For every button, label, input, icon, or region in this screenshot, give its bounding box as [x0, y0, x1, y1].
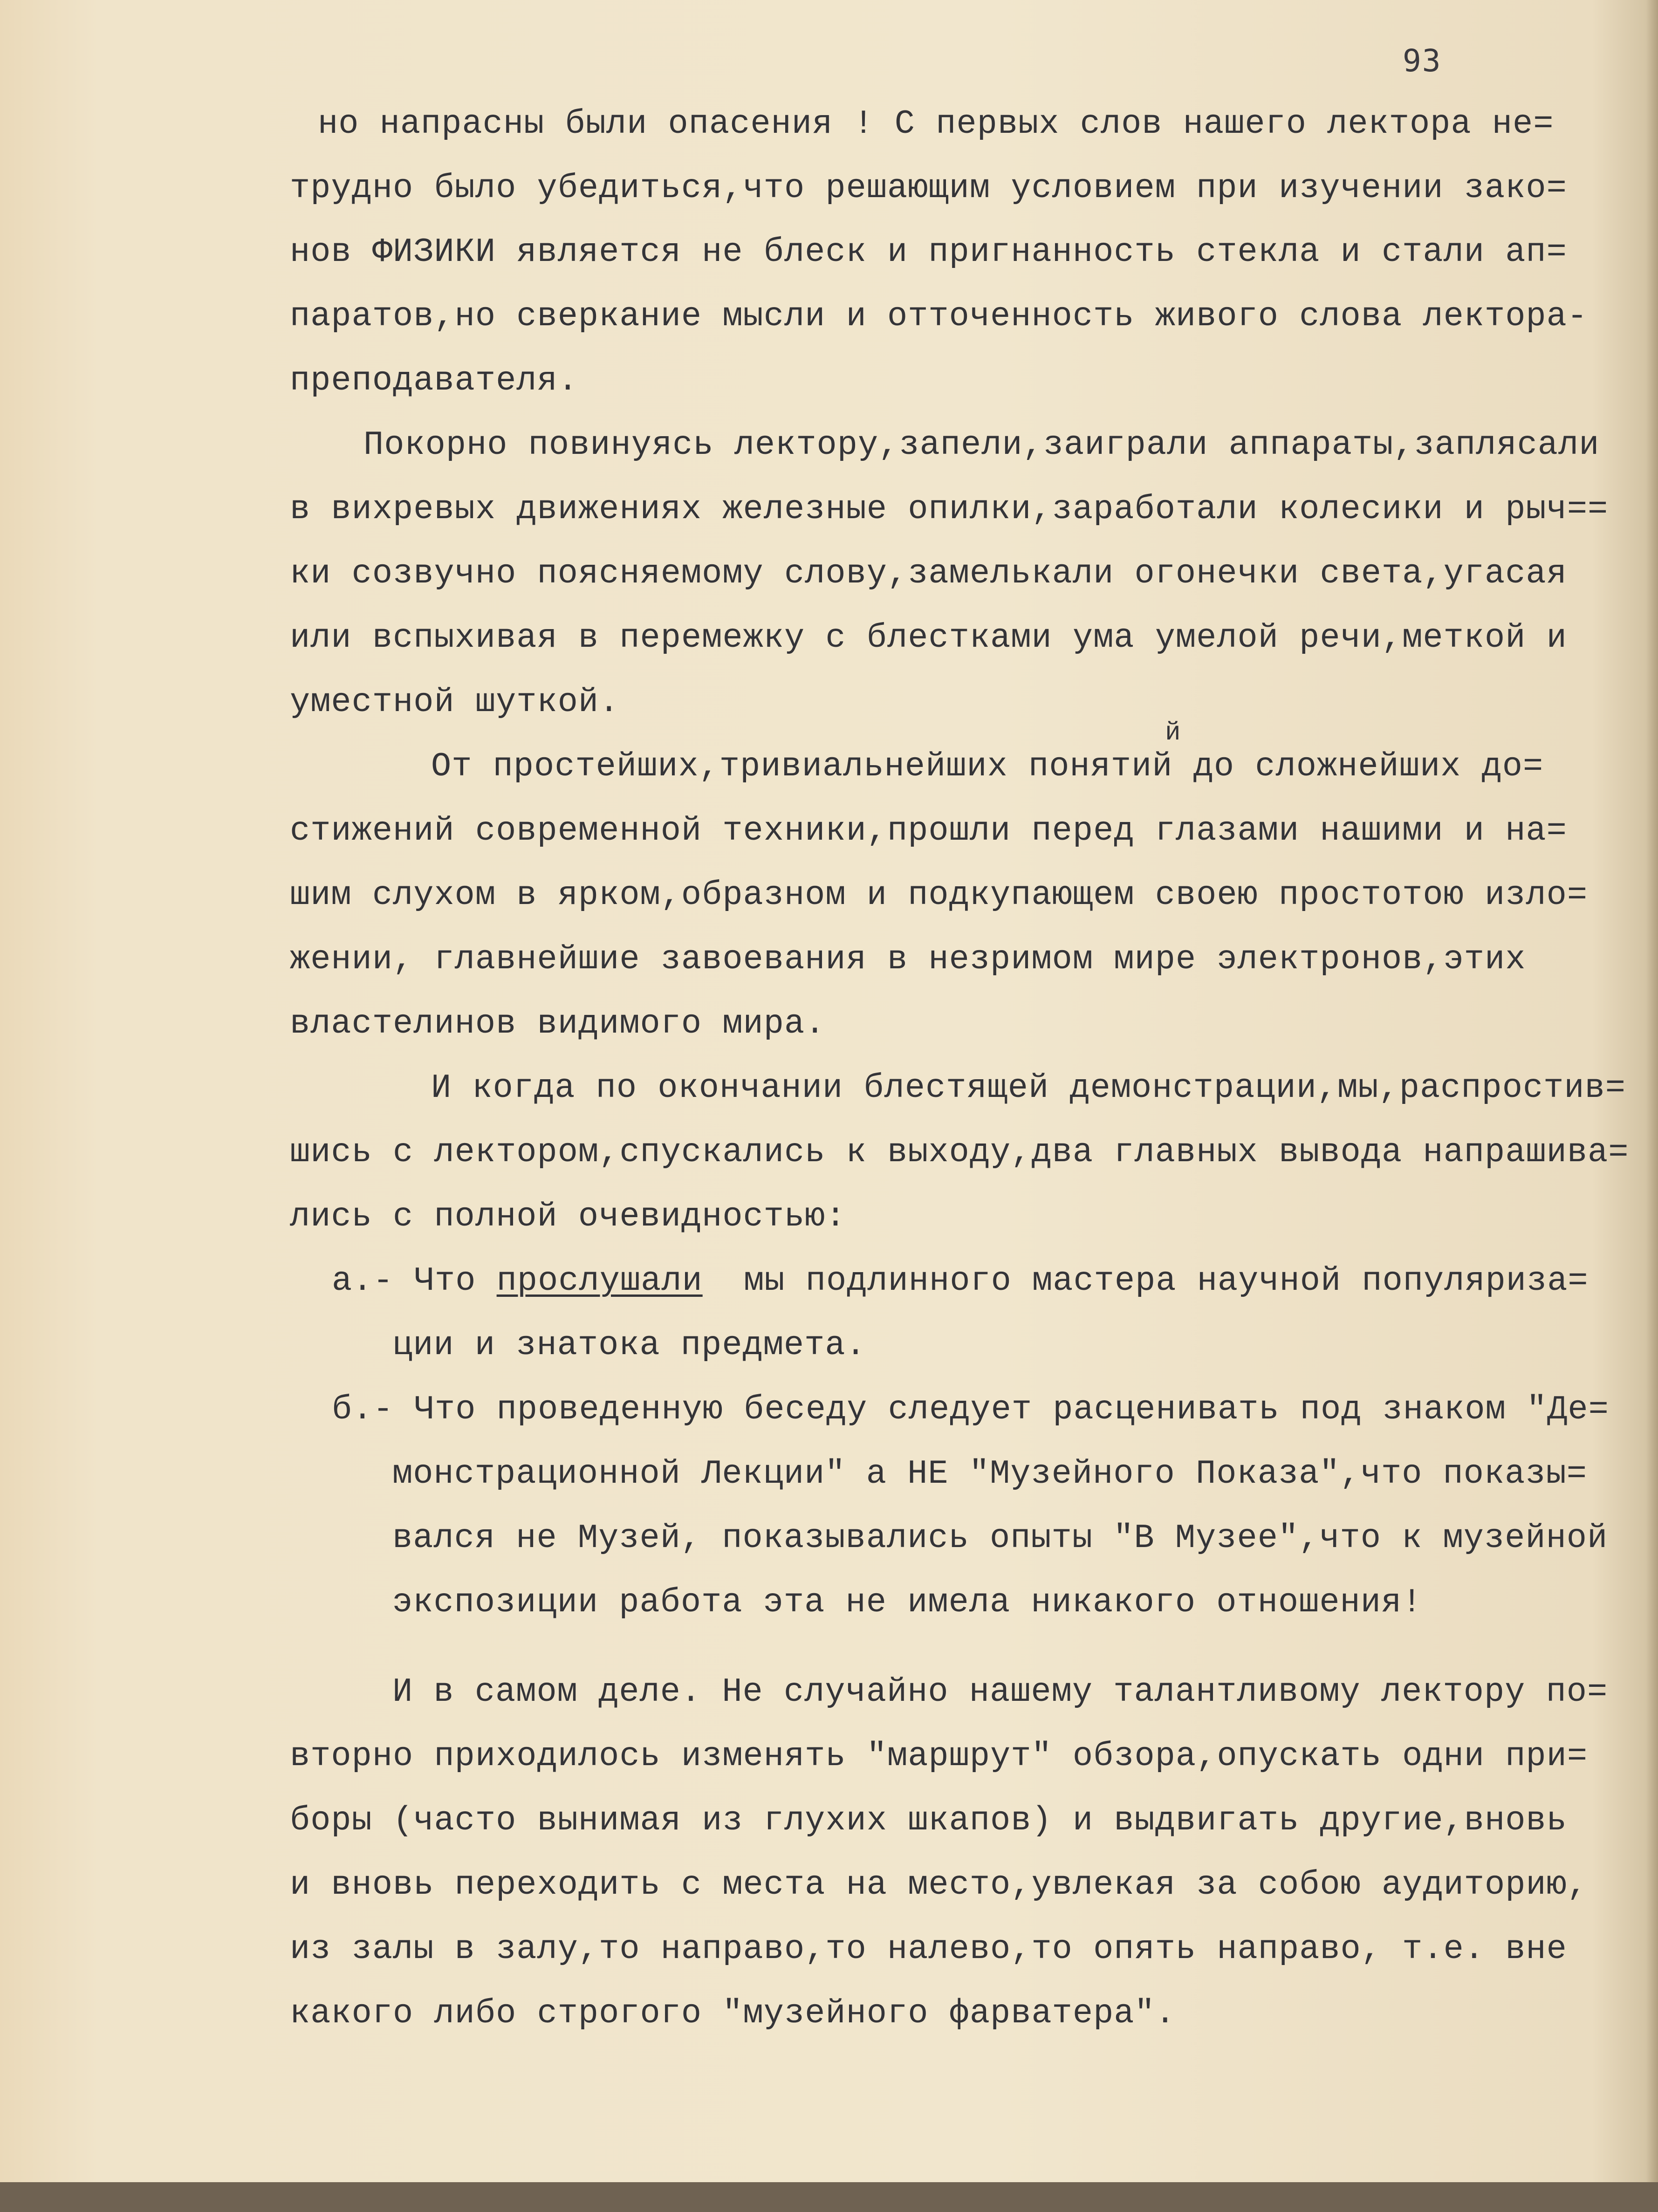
- text-line: монстрационной Лекции" а НЕ "Музейного Показа",что показы=: [392, 1455, 1588, 1493]
- text-line: нов ФИЗИКИ является не блеск и пригнанность стекла и стали ап=: [290, 233, 1567, 271]
- text-line: или вспыхивая в перемежку с блестками ума умелой речи,меткой и: [290, 619, 1567, 657]
- correction-mark: й: [1165, 718, 1181, 747]
- text-line: ки созвучно поясняемому слову,замелькали огонечки света,угасая: [290, 555, 1567, 593]
- text-line: какого либо строгого "музейного фарватера".: [290, 1994, 1176, 2033]
- text-line: преподавателя.: [290, 362, 578, 400]
- text-line: лись с полной очевидностью:: [290, 1198, 846, 1236]
- list-item-a-rest: мы подлинного мастера научной популяриза=: [702, 1262, 1589, 1300]
- text-line: шись с лектором,спускались к выходу,два главных вывода напрашива=: [290, 1133, 1629, 1171]
- text-line: из залы в залу,то направо,то налево,то опять направо, т.е. вне: [290, 1930, 1567, 1968]
- text-line: трудно было убедиться,что решающим условием при изучении зако=: [290, 169, 1567, 207]
- text-line: От простейших,тривиальнейших понятий до сложнейших до=: [431, 747, 1544, 786]
- underlined-word: прослушали: [496, 1262, 703, 1300]
- text-line: вался не Музей, показывались опыты "В Музее",что к музейной: [392, 1519, 1608, 1557]
- text-line: И в самом деле. Не случайно нашему талантливому лектору по=: [392, 1673, 1608, 1711]
- text-line: уместной шуткой.: [290, 683, 620, 721]
- text-line: стижений современной техники,прошли перед глазами нашими и на=: [290, 812, 1567, 850]
- list-item-a: [332, 1262, 1589, 1300]
- text-line: властелинов видимого мира.: [290, 1005, 826, 1043]
- text-line: но напрасны были опасения ! С первых слов нашего лектора не=: [318, 105, 1554, 143]
- text-line: паратов,но сверкание мысли и отточенность живого слова лектора-: [290, 297, 1588, 336]
- text-line: в вихревых движениях железные опилки,заработали колесики и рыч==: [290, 490, 1609, 528]
- page-number: 93: [1403, 43, 1442, 79]
- text-line: экспозиции работа эта не имела никакого отношения!: [392, 1583, 1423, 1622]
- text-line: вторно приходилось изменять "маршрут" обзора,опускать одни при=: [290, 1737, 1588, 1775]
- text-line: ции и знатока предмета.: [392, 1326, 866, 1364]
- text-line: и вновь переходить с места на место,увлекая за собою аудиторию,: [290, 1866, 1588, 1904]
- text-line: И когда по окончании блестящей демонстрации,мы,распростив=: [431, 1069, 1626, 1107]
- text-line: Покорно повинуясь лектору,запели,заиграли аппараты,заплясали: [363, 426, 1600, 464]
- list-item-b: б.- Что проведенную беседу следует расценивать под знаком "Де=: [332, 1390, 1609, 1429]
- text-line: боры (часто вынимая из глухих шкапов) и выдвигать другие,вновь: [290, 1801, 1567, 1840]
- list-item-a-prefix: а.- Что: [332, 1262, 497, 1300]
- text-line: жении, главнейшие завоевания в незримом мире электронов,этих: [290, 940, 1526, 979]
- text-line: шим слухом в ярком,образном и подкупающем своею простотою изло=: [290, 876, 1588, 914]
